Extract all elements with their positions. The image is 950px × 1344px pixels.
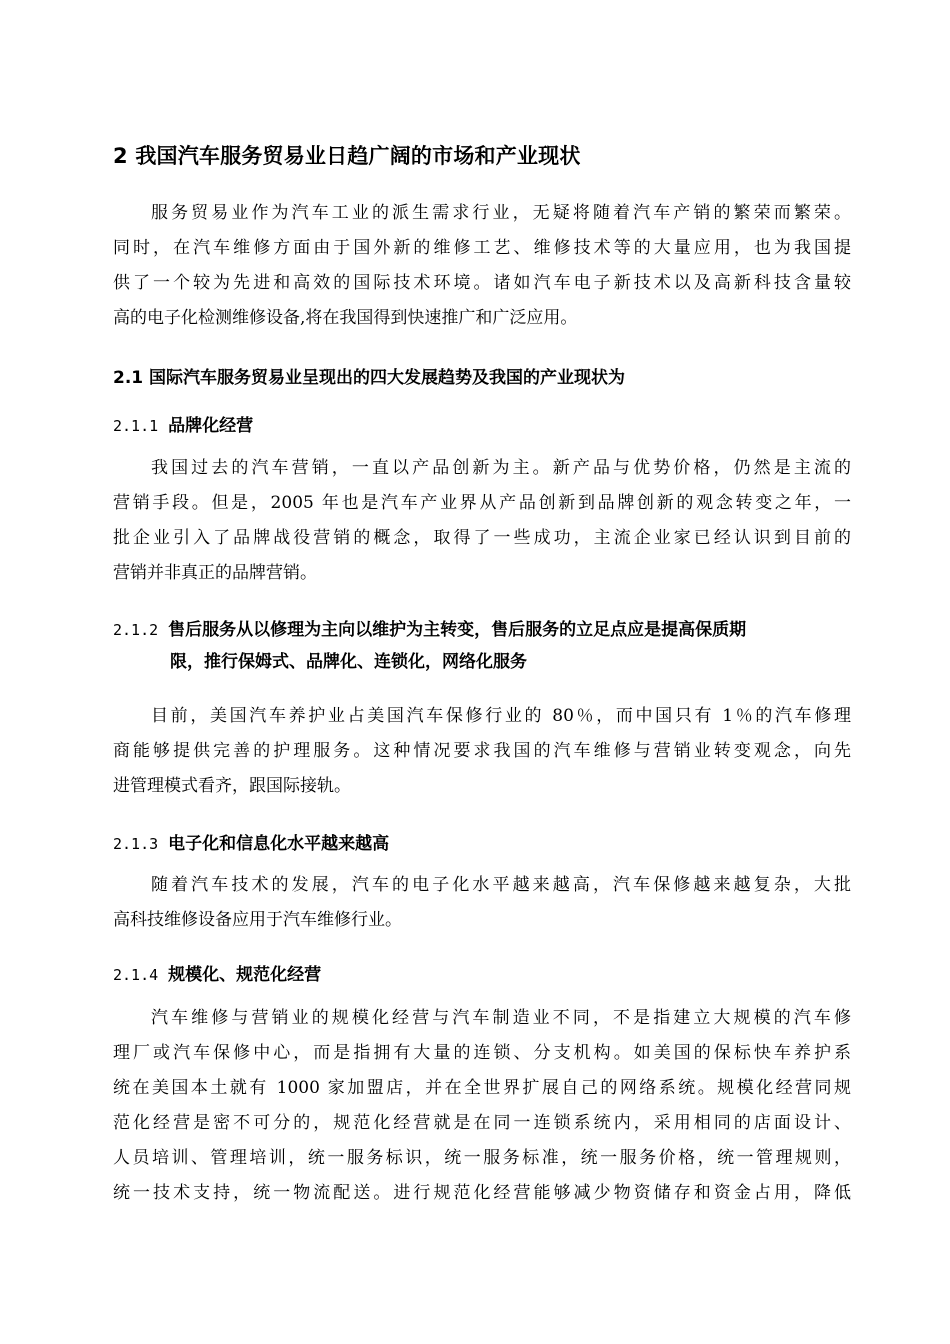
section-heading-2-1-1 [113, 411, 253, 436]
paragraph-line: 同时，在汽车维修方面由于国外新的维修工艺、维修技术等的大量应用，也为我国提 [113, 238, 851, 258]
paragraph-line: 人员培训、管理培训，统一服务标识，统一服务标准，统一服务价格，统一管理规则， [113, 1148, 851, 1168]
section-heading-2: 2 我国汽车服务贸易业日趋广阔的市场和产业现状 [113, 144, 581, 168]
section-number: 2.1.4 [113, 966, 159, 984]
paragraph-line: 供了一个较为先进和高效的国际技术环境。诸如汽车电子新技术以及高新科技含量较 [113, 273, 851, 293]
paragraph-line: 服务贸易业作为汽车工业的派生需求行业，无疑将随着汽车产销的繁荣而繁荣。 [151, 203, 851, 223]
section-heading-2-1: 2.1 国际汽车服务贸易业呈现出的四大发展趋势及我国的产业现状为 [113, 368, 626, 388]
paragraph-line: 进管理模式看齐，跟国际接轨。 [113, 776, 351, 796]
paragraph-2-1-1 [113, 451, 851, 591]
section-title-line1: 售后服务从以修理为主向以维护为主转变，售后服务的立足点应是提高保质期 [168, 620, 747, 640]
paragraph-line: 高科技维修设备应用于汽车维修行业。 [113, 910, 402, 930]
paragraph-line: 随着汽车技术的发展，汽车的电子化水平越来越高，汽车保修越来越复杂，大批 [151, 875, 851, 895]
paragraph-line: 商能够提供完善的护理服务。这种情况要求我国的汽车维修与营销业转变观念，向先 [113, 741, 851, 761]
paragraph-line: 目前，美国汽车养护业占美国汽车保修行业的 80％，而中国只有 1％的汽车修理 [151, 706, 851, 726]
paragraph-line: 理厂或汽车保修中心，而是指拥有大量的连锁、分支机构。如美国的保标快车养护系 [113, 1043, 851, 1063]
paragraph-2-1-2 [113, 699, 851, 804]
paragraph-line: 统在美国本土就有 1000 家加盟店，并在全世界扩展自己的网络系统。规模化经营同规 [113, 1078, 851, 1098]
section-title: 规模化、规范化经营 [168, 965, 322, 985]
paragraph-intro [113, 196, 851, 336]
paragraph-line: 范化经营是密不可分的，规范化经营就是在同一连锁系统内，采用相同的店面设计、 [113, 1113, 851, 1133]
paragraph-line: 营销手段。但是，2005 年也是汽车产业界从产品创新到品牌创新的观念转变之年，一 [113, 493, 851, 513]
paragraph-line: 汽车维修与营销业的规模化经营与汽车制造业不同，不是指建立大规模的汽车修 [151, 1008, 851, 1028]
paragraph-2-1-4 [113, 1001, 851, 1211]
section-number: 2.1.2 [113, 621, 159, 639]
section-heading-2-1-2 [113, 614, 853, 678]
paragraph-line: 批企业引入了品牌战役营销的概念，取得了一些成功，主流企业家已经认识到目前的 [113, 528, 851, 548]
section-number: 2.1.1 [113, 417, 159, 435]
paragraph-line: 高的电子化检测维修设备,将在我国得到快速推广和广泛应用。 [113, 308, 578, 328]
section-number: 2.1.3 [113, 835, 159, 853]
paragraph-line: 统一技术支持，统一物流配送。进行规范化经营能够减少物资储存和资金占用，降低 [113, 1183, 851, 1203]
section-title: 品牌化经营 [168, 416, 254, 436]
paragraph-line: 我国过去的汽车营销，一直以产品创新为主。新产品与优势价格，仍然是主流的 [151, 458, 851, 478]
paragraph-2-1-3 [113, 868, 851, 938]
section-title-line2: 限，推行保姆式、品牌化、连锁化，网络化服务 [170, 652, 527, 672]
section-heading-2-1-3 [113, 829, 389, 854]
paragraph-line: 营销并非真正的品牌营销。 [113, 563, 317, 583]
section-title: 电子化和信息化水平越来越高 [168, 834, 390, 854]
section-heading-2-1-4 [113, 960, 321, 985]
